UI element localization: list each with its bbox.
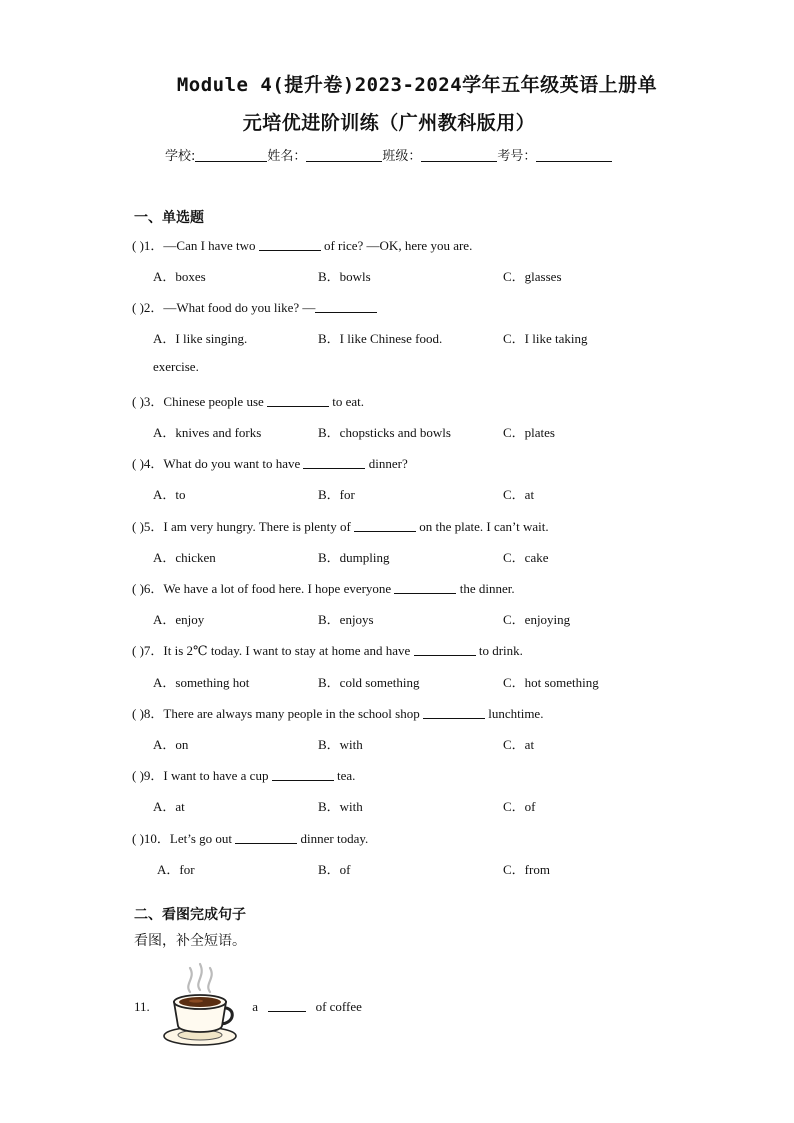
section-heading-single-choice: 一、单选题 [134,210,204,226]
name-blank[interactable] [306,148,382,162]
option-b[interactable]: B．for [318,487,355,502]
student-info-line [165,145,612,164]
answer-blank[interactable] [423,707,485,719]
question-3: ( )3．Chinese people use to eat. [132,394,365,409]
option-a[interactable]: A．for [157,862,195,877]
question-6: ( )6．We have a lot of food here. I hope everyone the dinner. [132,581,515,596]
option-c[interactable]: C．of [503,799,536,814]
number-label: 考号： [497,149,537,164]
class-label: 班级： [382,149,422,164]
option-b[interactable]: B．enjoys [318,612,374,627]
option-b[interactable]: B．I like Chinese food. [318,331,443,346]
answer-blank[interactable] [259,239,321,251]
class-blank[interactable] [421,148,497,162]
answer-blank[interactable] [272,769,334,781]
option-c[interactable]: C．hot something [503,675,599,690]
question-8: ( )8．There are always many people in the school shop lunchtime. [132,706,544,721]
option-a[interactable]: A．enjoy [153,612,205,627]
option-c[interactable]: C．enjoying [503,612,571,627]
option-a[interactable]: A．knives and forks [153,425,262,440]
option-a[interactable]: A．to [153,487,186,502]
option-b[interactable]: B．with [318,737,363,752]
worksheet-title-line1: Module 4(提升卷)2023-2024学年五年级英语上册单 [176,74,658,96]
option-b[interactable]: B．bowls [318,269,371,284]
option-c[interactable]: C．cake [503,550,549,565]
question-2: ( )2．—What food do you like? — [132,297,377,316]
school-label: 学校: [165,149,196,164]
question-5: ( )5．I am very hungry. There is plenty of on the plate. I can’t wait. [132,519,549,534]
number-blank[interactable] [536,148,612,162]
option-c[interactable]: C．I like taking [503,331,588,346]
option-c[interactable]: C．at [503,737,535,752]
answer-blank[interactable] [267,395,329,407]
option-b[interactable]: B．dumpling [318,550,390,565]
option-c-continued: exercise. [153,359,199,374]
option-c[interactable]: C．from [503,862,550,877]
option-a[interactable]: A．I like singing. [153,331,248,346]
coffee-cup-icon [160,960,240,1050]
answer-blank[interactable] [414,644,476,656]
answer-blank[interactable] [354,520,416,532]
option-b[interactable]: B．chopsticks and bowls [318,425,451,440]
question-1: ( )1．—Can I have two of rice? —OK, here you are. [132,238,473,253]
section-heading-picture-sentences: 二、看图完成句子 [134,907,246,923]
answer-blank[interactable] [315,301,377,313]
answer-blank[interactable] [394,582,456,594]
answer-blank[interactable] [235,832,297,844]
option-b[interactable]: B．cold something [318,675,420,690]
option-a[interactable]: A．boxes [153,269,206,284]
name-label: 姓名： [267,149,307,164]
option-a[interactable]: A．something hot [153,675,250,690]
option-c[interactable]: C．plates [503,425,555,440]
option-a[interactable]: A．at [153,799,185,814]
question-10: ( )10．Let’s go out dinner today. [132,831,369,846]
option-c[interactable]: C．glasses [503,269,562,284]
worksheet-title-line2: 元培优进阶训练（广州教科版用） [242,112,536,134]
school-blank[interactable] [195,148,267,162]
question-7: ( )7．It is 2℃ today. I want to stay at home and have to drink. [132,643,523,658]
option-b[interactable]: B．with [318,799,363,814]
option-b[interactable]: B．of [318,862,351,877]
question-11: 11. a of coffee [134,999,362,1014]
question-4: ( )4．What do you want to have dinner? [132,456,408,471]
section-instruction: 看图，补全短语。 [134,933,246,949]
option-c[interactable]: C．at [503,487,535,502]
question-9: ( )9．I want to have a cup tea. [132,768,356,783]
option-a[interactable]: A．chicken [153,550,216,565]
answer-blank[interactable] [268,1000,306,1012]
answer-blank[interactable] [303,457,365,469]
option-a[interactable]: A．on [153,737,189,752]
